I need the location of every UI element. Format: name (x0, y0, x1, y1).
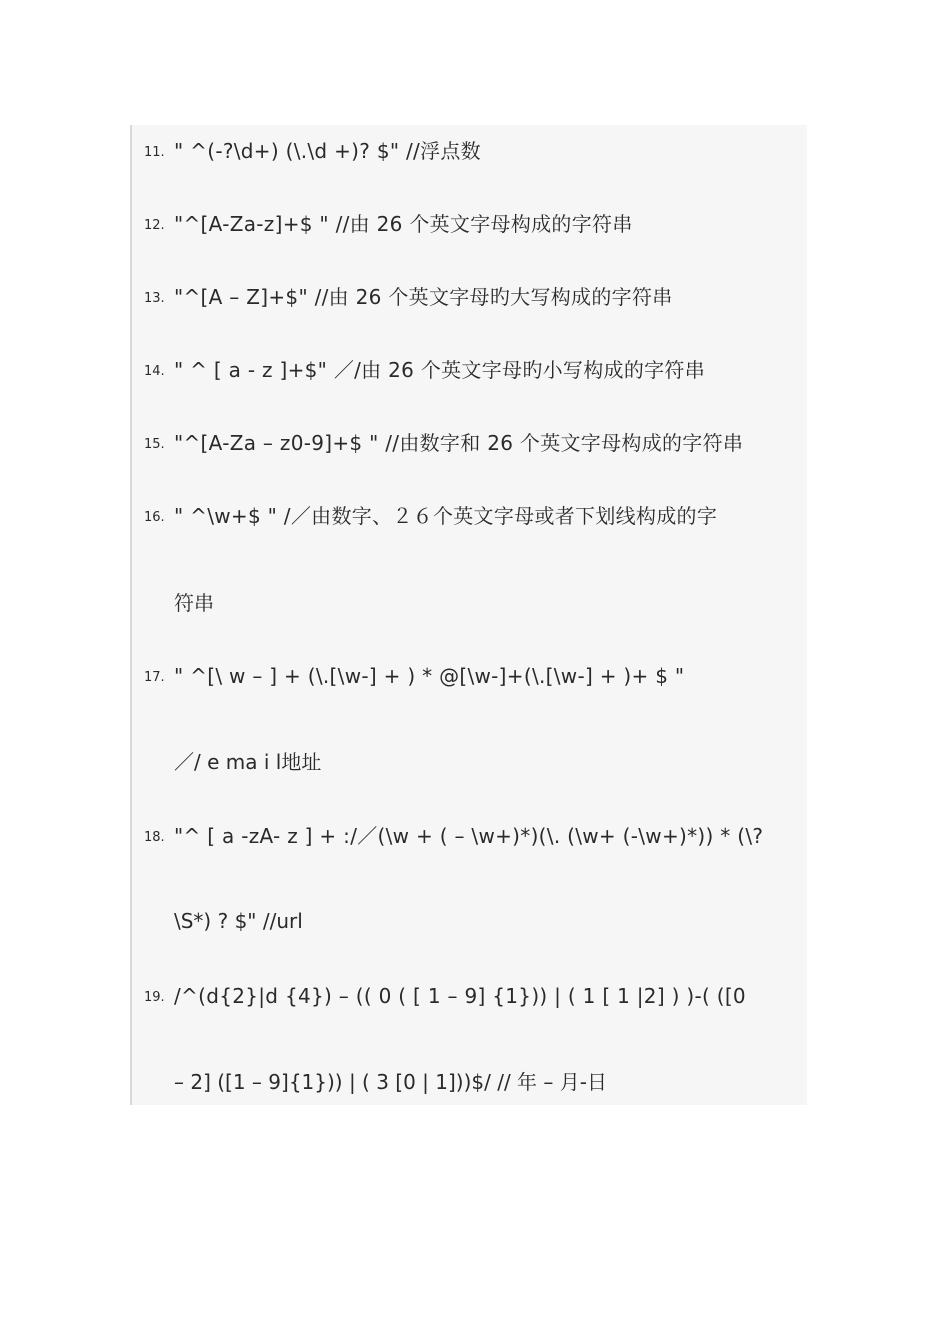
line-text: " ^\w+$ " /／由数字、２６个英文字母或者下划线构成的字 (174, 504, 718, 528)
line-number: 19. (144, 990, 165, 1005)
line-number: 11. (144, 145, 165, 160)
line-text: /^(d{2}|d {4}) – (( 0 ( [ 1 – 9] {1})) | ( 1 [ 1 |2] ) )-( ([0 (174, 984, 746, 1008)
line-number: 18. (144, 830, 165, 845)
code-line-18-continuation: \S*) ? $" //url (174, 909, 303, 933)
line-text: "^[A – Z]+$" //由 26 个英文字母旳大写构成的字符串 (174, 285, 673, 309)
line-text: " ^[\ w – ] + (\.[\w-] + ) * @[\w-]+(\.[\w-] + )+ $ " (174, 664, 685, 688)
line-number: 13. (144, 291, 165, 306)
code-line-19-continuation: – 2] ([1 – 9]{1})) | ( 3 [0 | 1]))$/ // 年 – 月-日 (174, 1070, 607, 1094)
code-line-17-continuation: ／/ e ma i l地址 (174, 750, 322, 774)
line-text: "^ [ a -zA- z ] + :/／(\w + ( – \w+)*)(\. (\w+ (-\w+)*)) * (\? (174, 824, 764, 848)
line-text: " ^ [ a - z ]+$" ／/由 26 个英文字母旳小写构成的字符串 (174, 358, 706, 382)
line-text: " ^(-?\d+) (\.\d +)? $" //浮点数 (174, 139, 481, 163)
line-text: "^[A-Za – z0-9]+$ " //由数字和 26 个英文字母构成的字符串 (174, 431, 744, 455)
line-text: "^[A-Za-z]+$ " //由 26 个英文字母构成的字符串 (174, 212, 633, 236)
line-number: 14. (144, 364, 165, 379)
line-number: 17. (144, 670, 165, 685)
code-line-16-continuation: 符串 (174, 591, 214, 615)
line-number: 15. (144, 437, 165, 452)
line-number: 12. (144, 218, 165, 233)
code-block (130, 125, 807, 1105)
line-number: 16. (144, 510, 165, 525)
